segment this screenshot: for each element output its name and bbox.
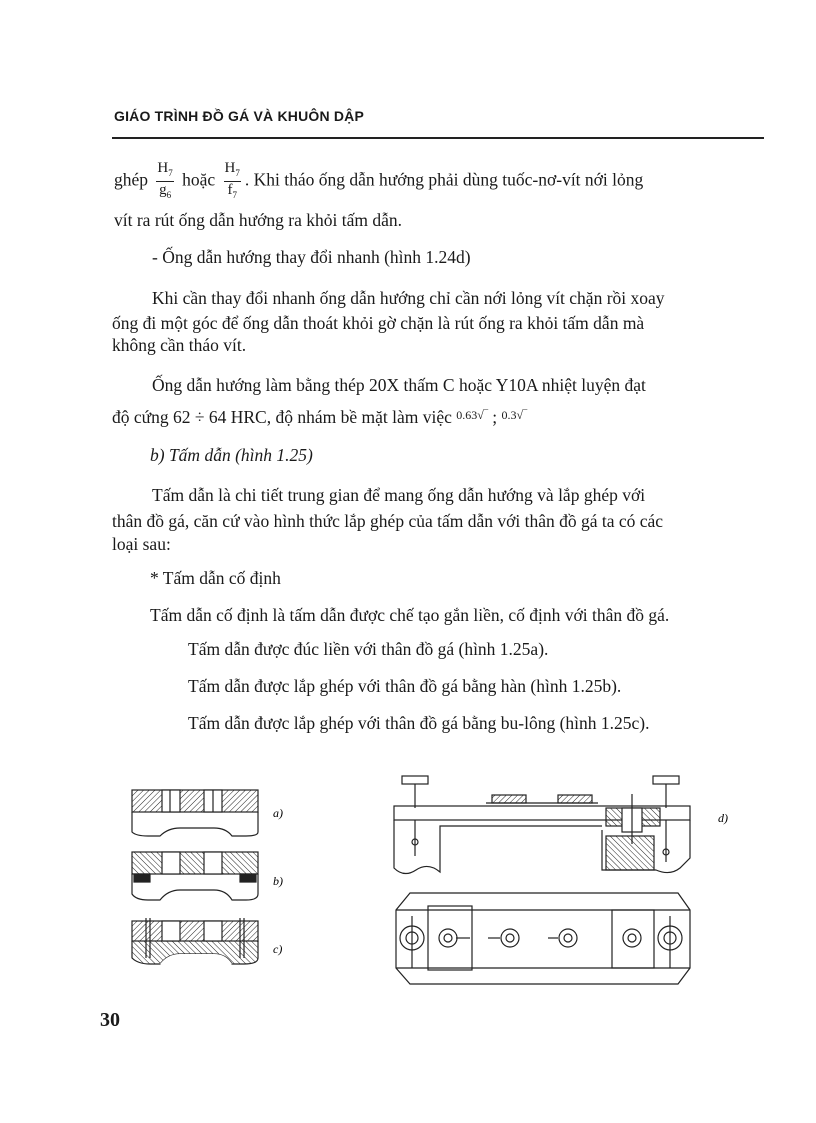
paragraph-3-line-2: ống đi một góc để ống dẫn thoát khỏi gờ chặn là rút ống ra khỏi tấm dẫn mà xyxy=(112,313,645,333)
page-number: 30 xyxy=(100,1009,120,1031)
running-header: GIÁO TRÌNH ĐỒ GÁ VÀ KHUÔN DẬP xyxy=(114,108,365,124)
paragraph-11: Tấm dẫn được lắp ghép với thân đồ gá bằng bu-lông (hình 1.25c). xyxy=(188,713,650,733)
paragraph-4-line-1: Ống dẫn hướng làm bằng thép 20X thấm C hoặc Y10A nhiệt luyện đạt xyxy=(152,375,646,395)
paragraph-6-line-2: thân đồ gá, căn cứ vào hình thức lắp ghép của tấm dẫn với thân đồ gá ta có các xyxy=(112,511,664,531)
paragraph-1-line-2: vít ra rút ống dẫn hướng ra khỏi tấm dẫn. xyxy=(114,210,402,230)
paragraph-3-line-3: không cần tháo vít. xyxy=(112,335,247,355)
paragraph-7: * Tấm dẫn cố định xyxy=(150,568,281,588)
fraction-h7-f7: $\frac{H_7}{f_7}$ xyxy=(224,160,240,200)
figure-d-plan xyxy=(396,893,690,984)
figure-label-a: a) xyxy=(273,806,283,820)
figure-d-elevation xyxy=(394,776,690,874)
figure-label-d: d) xyxy=(718,811,728,825)
figure-c-drawing xyxy=(132,918,258,964)
fraction-h7-g6: $\frac{H_7}{g_6}$ xyxy=(157,160,173,200)
paragraph-8: Tấm dẫn cố định là tấm dẫn được chế tạo gắn liền, cố định với thân đồ gá. xyxy=(150,605,670,625)
paragraph-10: Tấm dẫn được lắp ghép với thân đồ gá bằng hàn (hình 1.25b). xyxy=(188,676,622,696)
paragraph-1-line-1: ghép $\frac{H_7}{g_6}$ hoặc $\frac{H_7}{f_7}$ . Khi tháo ống dẫn hướng phải dùng tuốc-nơ-vít nới lỏng xyxy=(114,160,643,203)
roughness-symbol: 0.3√‾ xyxy=(501,408,528,422)
figure-label-b: b) xyxy=(273,874,283,888)
paragraph-3-line-1: Khi cần thay đổi nhanh ống dẫn hướng chỉ cần nới lỏng vít chặn rồi xoay xyxy=(152,288,665,308)
paragraph-2: - Ống dẫn hướng thay đổi nhanh (hình 1.24d) xyxy=(152,247,471,267)
section-heading-b: b) Tấm dẫn (hình 1.25) xyxy=(150,445,313,465)
paragraph-9: Tấm dẫn được đúc liền với thân đồ gá (hình 1.25a). xyxy=(188,639,549,659)
figure-a-drawing xyxy=(132,790,258,836)
paragraph-6-line-1: Tấm dẫn là chi tiết trung gian để mang ống dẫn hướng và lắp ghép với xyxy=(152,485,646,505)
figure-b-drawing xyxy=(132,852,258,900)
paragraph-4-line-2: độ cứng 62 ÷ 64 HRC, độ nhám bề mặt làm việc $^{0.63√‾}$ ; $^{0.3√‾}$ xyxy=(112,407,528,427)
figure-label-c: c) xyxy=(273,942,283,956)
roughness-symbol: 0.63√‾ xyxy=(456,408,488,422)
paragraph-6-line-3: loại sau: xyxy=(112,534,171,554)
